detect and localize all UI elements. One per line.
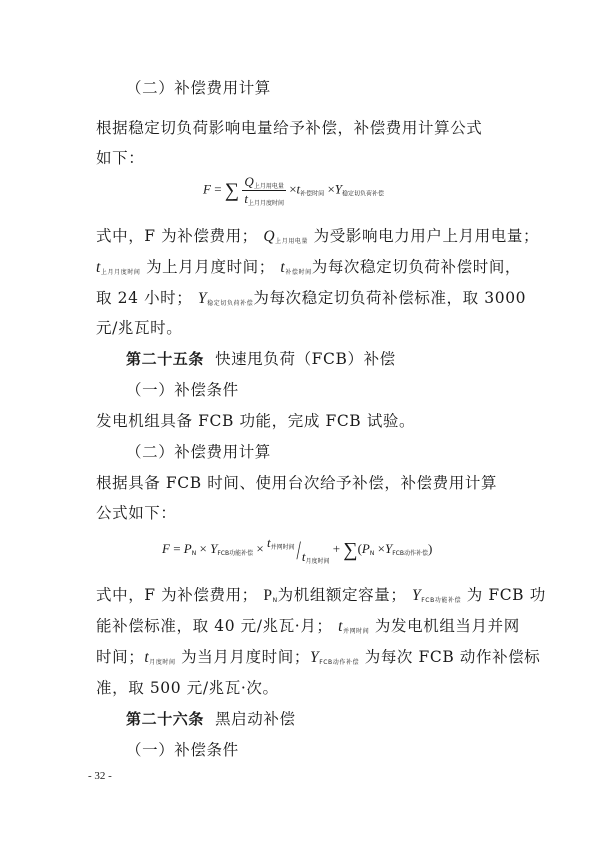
- definition-line: 时间；$t_{月度时间}$ 为当月月度时间；$Y_{FCB动作补偿}$ 为每次 FCB 动作补偿标: [96, 648, 541, 666]
- page-number: - 32 -: [88, 770, 112, 782]
- paragraph-line: 发电机组具备 FCB 功能，完成 FCB 试验。: [96, 412, 416, 430]
- section-heading-compensation-calc: （二）补偿费用计算: [126, 79, 271, 97]
- paragraph-line: 如下：: [96, 149, 145, 167]
- paragraph-line: 公式如下：: [96, 504, 177, 522]
- section-heading-compensation-calc: （二）补偿费用计算: [126, 443, 271, 461]
- section-heading-conditions: （一）补偿条件: [126, 741, 239, 759]
- article-heading-25: 第二十五条 快速甩负荷（FCB）补偿: [126, 350, 396, 368]
- paragraph-line: 根据具备 FCB 时间、使用台次给予补偿，补偿费用计算: [96, 474, 498, 492]
- formula-stability-load-shedding: F = ∑ $\frac{Q_{上月用电量}}{t_{上月月度时间}}$ $\times t_{补偿时间} \times Y_{稳定切负荷补偿}$: [203, 174, 385, 207]
- section-heading-conditions: （一）补偿条件: [126, 381, 239, 399]
- formula-fcb-compensation: $F = P_N \times Y_{FCB功能补偿} \times t_{并网时间}/t_{月度时间} + \sum(P_N \times Y_{FCB动作补偿})$: [162, 535, 433, 565]
- definition-line: 准，取 500 元/兆瓦·次。: [96, 679, 279, 697]
- paragraph-line: 根据稳定切负荷影响电量给予补偿，补偿费用计算公式: [96, 119, 483, 137]
- definition-line: 能补偿标准，取 40 元/兆瓦·月； $t_{并网时间}$ 为发电机组当月并网: [96, 617, 520, 635]
- definition-line: 式中，F 为补偿费用； $P_N$为机组额定容量； $Y_{FCB功能补偿}$ 为 FCB 功: [96, 586, 546, 604]
- definition-line: $t_{上月月度时间}$ 为上月月度时间； $t_{补偿时间}$为每次稳定切负荷补偿时间，: [96, 258, 522, 276]
- definition-line: 取 24 小时； $Y_{稳定切负荷补偿}$为每次稳定切负荷补偿标准，取 3000: [96, 289, 527, 307]
- definition-line: 式中，F 为补偿费用； $Q_{上月用电量}$ 为受影响电力用户上月用电量；: [96, 227, 540, 245]
- definition-line: 元/兆瓦时。: [96, 319, 183, 337]
- article-heading-26: 第二十六条 黑启动补偿: [126, 710, 296, 728]
